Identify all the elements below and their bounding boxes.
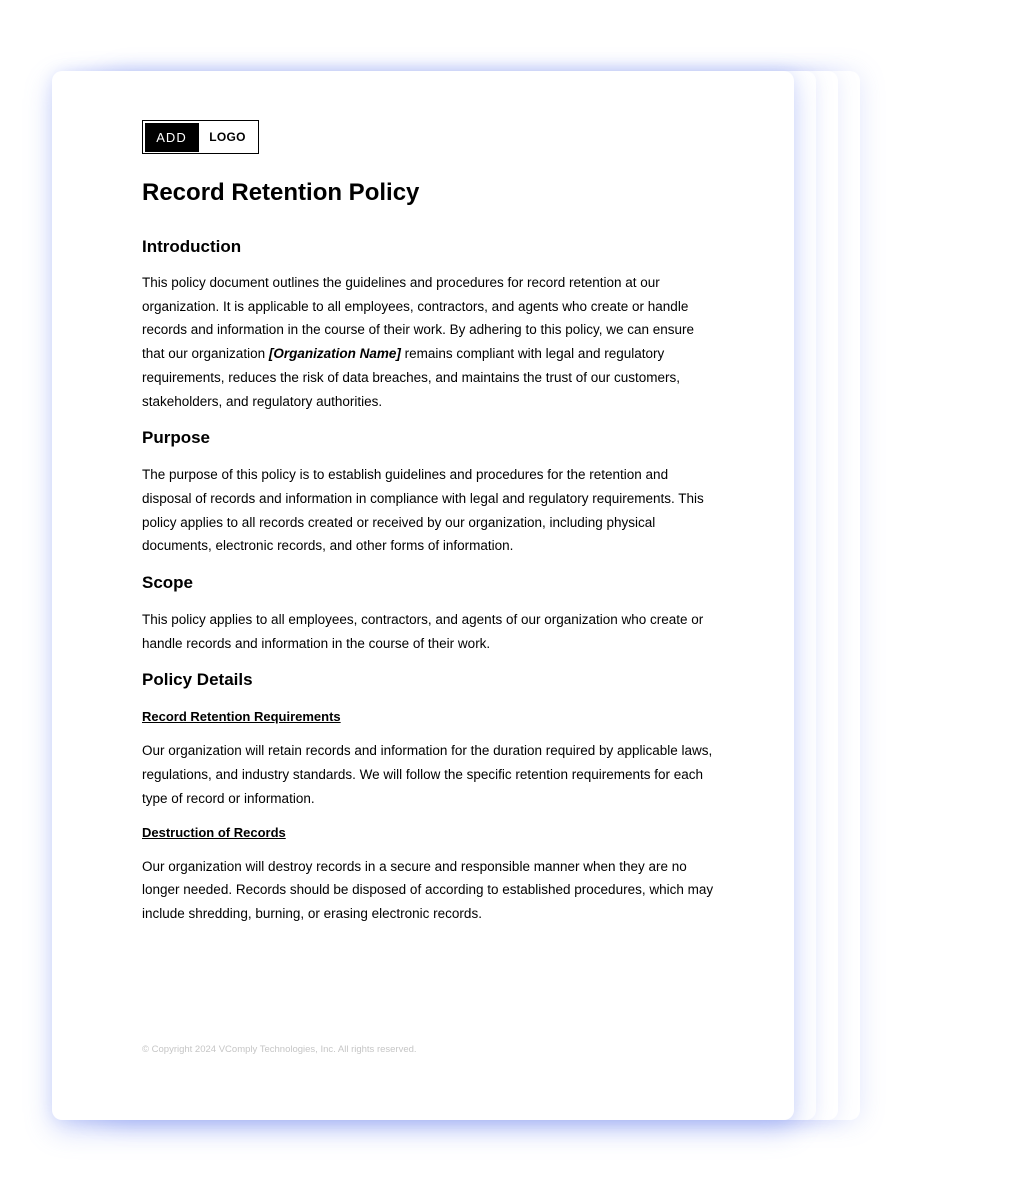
section-heading-purpose: Purpose	[142, 428, 211, 448]
purpose-paragraph: The purpose of this policy is to establish guidelines and procedures for the retention and disposal of records and information in compliance with legal and regulatory requirements. This policy applies to all records created or received by our organization, including physical documents, electronic records, and other forms of information.	[142, 467, 704, 554]
subheading-record-retention-requirements: Record Retention Requirements	[142, 709, 341, 725]
introduction-text-end: remains compliant with legal and regulatory requirements, reduces the risk of data breaches, and maintains the trust of our customers, stakeholders, and regulatory authorities.	[142, 346, 681, 409]
logo-placeholder	[142, 120, 259, 154]
document-title: Record Retention Policy	[142, 179, 420, 206]
document-content	[142, 120, 717, 926]
logo-logo-text: LOGO	[209, 130, 246, 144]
section-heading-scope: Scope	[142, 573, 194, 593]
logo-add-text: ADD	[145, 123, 199, 152]
section-heading-introduction: Introduction	[142, 237, 242, 256]
organization-name-placeholder: [Organization Name]	[268, 346, 401, 362]
subheading-destruction-of-records: Destruction of Records	[142, 824, 286, 840]
copyright-footer: © Copyright 2024 VComply Technologies, Inc. All rights reserved.	[142, 1044, 417, 1055]
scope-paragraph: This policy applies to all employees, contractors, and agents of our organization who create or handle records and information in the course of their work.	[142, 612, 704, 651]
section-heading-policy-details: Policy Details	[142, 670, 253, 690]
destruction-paragraph: Our organization will destroy records in a secure and responsible manner when they are no longer needed. Records should be disposed of according to established procedures, which may include shredding, burning, or erasing electronic records.	[142, 858, 714, 921]
introduction-paragraph	[142, 271, 717, 413]
document-page	[52, 71, 794, 1120]
introduction-text-start: This policy document outlines the guidelines and procedures for record retention at our organization. It is applicable to all employees, contractors, and agents who create or handle records and information in the course of their work. By adhering to this policy, we can ensure that our organization	[142, 275, 695, 362]
retention-paragraph: Our organization will retain records and information for the duration required by applicable laws, regulations, and industry standards. We will follow the specific retention requirements for each type of record or information.	[142, 743, 713, 806]
